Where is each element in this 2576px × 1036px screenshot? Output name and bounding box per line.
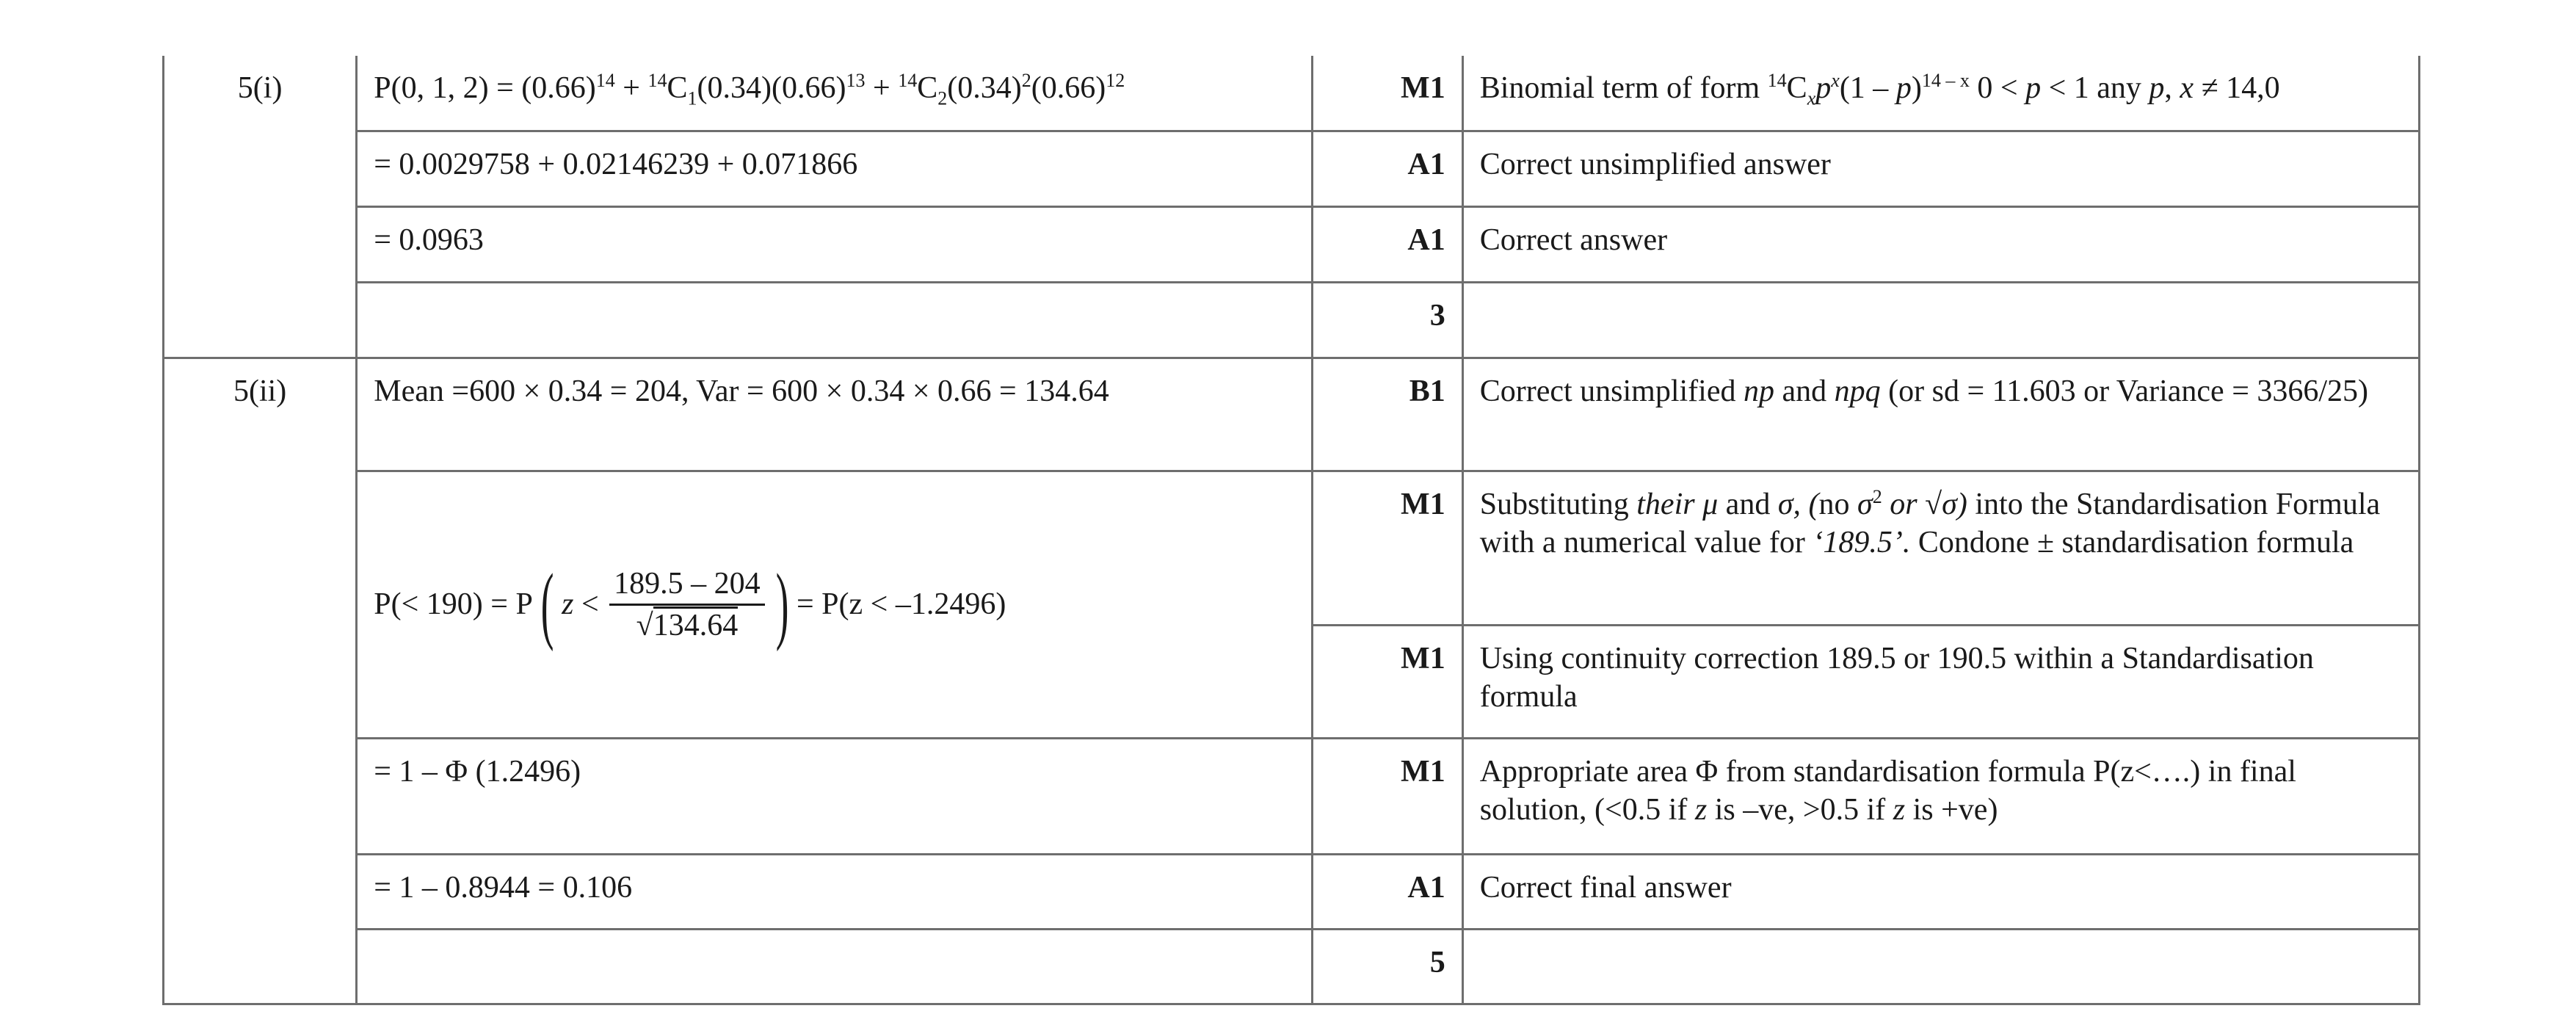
superscript: 14 – x xyxy=(1921,70,1970,91)
fraction-numerator: 189.5 – 204 xyxy=(609,564,765,606)
superscript: 14 xyxy=(898,70,918,91)
superscript: 12 xyxy=(1106,70,1125,91)
answer-text: C xyxy=(917,71,938,105)
answer-cell xyxy=(357,56,1312,131)
mark-cell: M1 xyxy=(1312,625,1462,738)
mark-cell: M1 xyxy=(1312,471,1462,625)
guidance-cell xyxy=(1462,738,2419,854)
fraction xyxy=(609,564,765,645)
total-mark-cell: 5 xyxy=(1312,929,1462,1004)
guidance-cell xyxy=(1462,929,2419,1004)
guidance-text: p xyxy=(1895,71,1912,105)
right-parenthesis: ) xyxy=(775,556,789,652)
fraction-denominator: √134.64 xyxy=(632,606,743,645)
mark-cell: A1 xyxy=(1312,854,1462,929)
superscript: 14 xyxy=(647,70,667,91)
guidance-cell: Correct final answer xyxy=(1462,854,2419,929)
superscript: x xyxy=(1831,70,1840,91)
guidance-cell: Using continuity correction 189.5 or 190.5 within a Standardisation formula xyxy=(1462,625,2419,738)
guidance-text: into the Standardisation Formula with a numerical value for xyxy=(1479,487,2381,559)
subscript: 2 xyxy=(937,87,948,109)
table-row xyxy=(164,282,2420,358)
guidance-cell xyxy=(1462,56,2419,131)
subscript: x xyxy=(1807,87,1816,109)
table-row xyxy=(164,206,2420,282)
guidance-text: σ, ( xyxy=(1777,487,1819,521)
guidance-text: is +ve) xyxy=(1905,792,1998,827)
table-row xyxy=(164,358,2420,471)
guidance-cell: Correct answer xyxy=(1462,206,2419,282)
answer-text: (0.34)(0.66) xyxy=(697,71,846,105)
answer-cell xyxy=(357,282,1312,358)
guidance-text: their μ xyxy=(1636,487,1719,521)
table-row xyxy=(164,131,2420,206)
guidance-text: Appropriate area Φ from standardisation formula P(z<….) in final solution, (<0.5 if xyxy=(1479,754,2296,827)
superscript: 13 xyxy=(846,70,866,91)
guidance-text: x xyxy=(2180,71,2194,105)
guidance-text: p xyxy=(2149,71,2165,105)
superscript: 2 xyxy=(1872,485,1882,507)
answer-cell: = 1 – 0.8944 = 0.106 xyxy=(357,854,1312,929)
answer-text: P(< 190) = P xyxy=(374,587,533,621)
superscript: 14 xyxy=(595,70,615,91)
guidance-text: and xyxy=(1774,374,1835,408)
answer-cell: = 0.0029758 + 0.02146239 + 0.071866 xyxy=(357,131,1312,206)
table-row xyxy=(164,929,2420,1004)
superscript: 2 xyxy=(1021,70,1031,91)
mark-cell: A1 xyxy=(1312,131,1462,206)
guidance-text: z xyxy=(1694,792,1708,827)
guidance-text: σ xyxy=(1857,487,1873,521)
guidance-cell xyxy=(1462,471,2419,625)
guidance-text: Substituting xyxy=(1479,487,1637,521)
guidance-text: ) xyxy=(1911,71,1922,105)
answer-cell: Mean =600 × 0.34 = 204, Var = 600 × 0.34 × 0.66 = 134.64 xyxy=(357,358,1312,471)
guidance-cell xyxy=(1462,358,2419,471)
mark-cell: M1 xyxy=(1312,738,1462,854)
guidance-text: (1 – xyxy=(1839,71,1896,105)
guidance-text: < 1 any xyxy=(2041,71,2149,105)
guidance-text: np xyxy=(1743,374,1774,408)
radicand: 134.64 xyxy=(653,606,739,642)
mark-cell: M1 xyxy=(1312,56,1462,131)
guidance-text: , xyxy=(2164,71,2180,105)
answer-cell xyxy=(357,929,1312,1004)
guidance-text: p xyxy=(1815,71,1832,105)
guidance-text: 0 < xyxy=(1969,71,2026,105)
table-row xyxy=(164,471,2420,625)
standardisation-expression xyxy=(374,556,1006,652)
answer-text: + xyxy=(865,71,899,105)
table-row xyxy=(164,738,2420,854)
mark-cell: B1 xyxy=(1312,358,1462,471)
superscript: 14 xyxy=(1767,70,1787,91)
guidance-text: and xyxy=(1718,487,1778,521)
question-number: 5(ii) xyxy=(164,358,357,1004)
guidance-text: z xyxy=(1893,792,1906,827)
answer-text: P(0, 1, 2) = (0.66) xyxy=(374,71,596,105)
guidance-text: C xyxy=(1786,71,1807,105)
guidance-text: (or sd = 11.603 or Variance = 3366/25) xyxy=(1880,374,2369,408)
answer-text: = P(z < –1.2496) xyxy=(796,587,1006,621)
mark-cell: A1 xyxy=(1312,206,1462,282)
guidance-text: or √σ) xyxy=(1882,487,1967,521)
answer-text: C xyxy=(667,71,688,105)
guidance-text: Condone ± standardisation formula xyxy=(1910,525,2354,559)
table-row xyxy=(164,854,2420,929)
answer-text: (0.66) xyxy=(1031,71,1106,105)
guidance-cell xyxy=(1462,282,2419,358)
guidance-text: is –ve, >0.5 if xyxy=(1707,792,1893,827)
answer-cell xyxy=(357,471,1312,738)
answer-text: < xyxy=(573,587,607,621)
guidance-text: no xyxy=(1818,487,1858,521)
left-parenthesis: ( xyxy=(540,556,554,652)
question-number: 5(i) xyxy=(164,56,357,358)
answer-text: z xyxy=(562,587,574,621)
answer-text: (0.34) xyxy=(947,71,1022,105)
guidance-text: ≠ 14,0 xyxy=(2194,71,2280,105)
mark-scheme-table xyxy=(162,56,2420,1005)
guidance-text: Correct unsimplified xyxy=(1479,374,1744,408)
guidance-cell: Correct unsimplified answer xyxy=(1462,131,2419,206)
subscript: 1 xyxy=(687,87,697,109)
answer-cell: = 1 – Φ (1.2496) xyxy=(357,738,1312,854)
answer-cell: = 0.0963 xyxy=(357,206,1312,282)
total-mark-cell: 3 xyxy=(1312,282,1462,358)
answer-text: + xyxy=(614,71,648,105)
guidance-text: npq xyxy=(1834,374,1881,408)
guidance-text: p xyxy=(2025,71,2042,105)
guidance-text: Binomial term of form xyxy=(1479,71,1760,105)
guidance-text: ‘189.5’. xyxy=(1813,525,1911,559)
table-row xyxy=(164,56,2420,131)
